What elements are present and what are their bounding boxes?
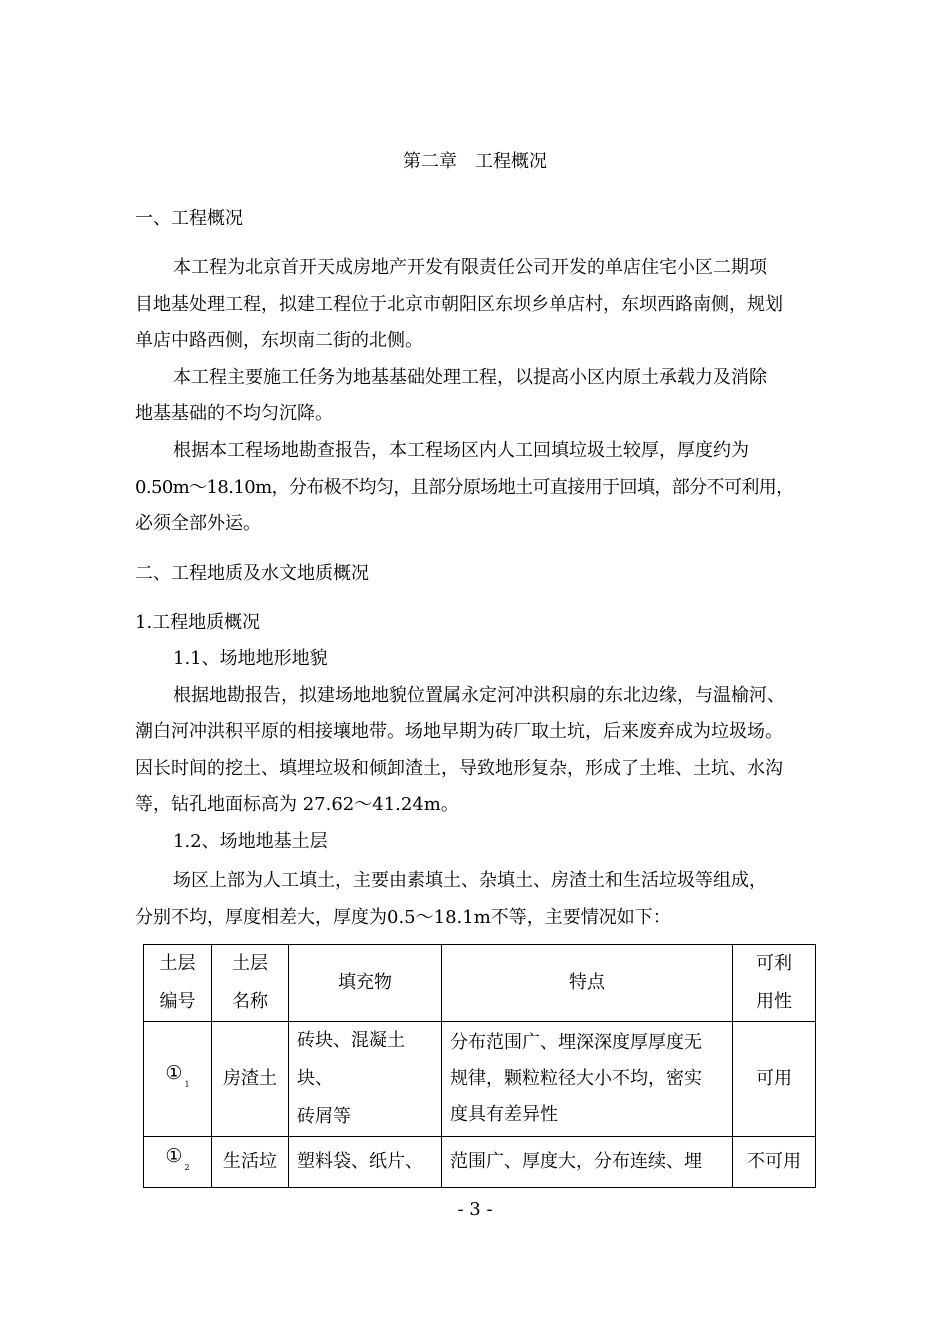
layer-name-cell: 房渣土 bbox=[212, 1022, 289, 1137]
paragraph-line: 分别不均，厚度相差大，厚度为0.5～18.1m不等，主要情况如下： bbox=[135, 907, 671, 928]
usability-cell: 可用 bbox=[733, 1022, 816, 1137]
header-text: 土层 bbox=[232, 953, 268, 974]
layer-id-subscript: 2 bbox=[184, 1163, 190, 1172]
layer-id-symbol: ① bbox=[165, 1062, 183, 1084]
paragraph-line: 0.50m～18.10m，分布极不均匀，且部分原场地土可直接用于回填，部分不可利用， bbox=[135, 477, 794, 498]
header-text: 编号 bbox=[159, 991, 196, 1012]
cell-line: 规律，颗粒粒径大小不均，密实 bbox=[450, 1068, 702, 1089]
table-row bbox=[144, 1137, 816, 1188]
paragraph-line: 潮白河冲洪积平原的相接壤地带。场地早期为砖厂取土坑，后来废弃成为垃圾场。 bbox=[135, 721, 783, 742]
feature-cell: 范围广、厚度大，分布连续、埋 bbox=[442, 1137, 733, 1188]
subsection-heading: 1.工程地质概况 bbox=[135, 612, 261, 633]
paragraph-line: 本工程为北京首开天成房地产开发有限责任公司开发的单店住宅小区二期项 bbox=[173, 257, 767, 278]
layer-name-cell: 生活垃 bbox=[212, 1137, 289, 1188]
chapter-title: 第二章 工程概况 bbox=[403, 151, 547, 172]
usability-cell: 不可用 bbox=[733, 1137, 816, 1188]
section-heading-2: 二、工程地质及水文地质概况 bbox=[135, 563, 369, 584]
feature-cell bbox=[442, 1022, 733, 1137]
subsection-heading: 1.1、场地地形地貌 bbox=[173, 648, 328, 669]
header-cell bbox=[733, 945, 816, 1022]
section-heading-1: 一、工程概况 bbox=[135, 208, 243, 229]
cell-line: 度具有差异性 bbox=[450, 1104, 558, 1125]
fill-cell: 塑料袋、纸片、 bbox=[289, 1137, 442, 1188]
paragraph-line: 等，钻孔地面标高为 27.62～41.24m。 bbox=[135, 794, 459, 815]
header-text: 土层 bbox=[159, 953, 196, 974]
paragraph-line: 地基基础的不均匀沉降。 bbox=[135, 403, 333, 424]
cell-line: 砖块、混凝土块、 bbox=[297, 1030, 405, 1089]
header-cell bbox=[212, 945, 289, 1022]
paragraph-line: 根据本工程场地勘查报告，本工程场区内人工回填垃圾土较厚，厚度约为 bbox=[173, 440, 749, 461]
layer-id-cell bbox=[144, 1137, 212, 1188]
paragraph-line: 单店中路西侧，东坝南二街的北侧。 bbox=[135, 330, 423, 351]
paragraph-line: 目地基处理工程，拟建工程位于北京市朝阳区东坝乡单店村，东坝西路南侧，规划 bbox=[135, 294, 783, 315]
paragraph-line: 场区上部为人工填土，主要由素填土、杂填土、房渣土和生活垃圾等组成， bbox=[173, 870, 767, 891]
cell-line: 砖屑等 bbox=[297, 1106, 351, 1127]
header-text: 用性 bbox=[756, 991, 792, 1012]
paragraph-line: 根据地勘报告，拟建场地地貌位置属永定河冲洪积扇的东北边缘，与温榆河、 bbox=[173, 685, 785, 706]
soil-layer-table bbox=[143, 944, 816, 1188]
page-number: - 3 - bbox=[457, 1199, 493, 1220]
header-text: 名称 bbox=[232, 991, 268, 1012]
subsection-heading: 1.2、场地地基土层 bbox=[173, 831, 328, 852]
layer-id-cell bbox=[144, 1022, 212, 1137]
layer-id-subscript: 1 bbox=[184, 1080, 190, 1089]
paragraph-line: 因长时间的挖土、填埋垃圾和倾卸渣土，导致地形复杂，形成了土堆、土坑、水沟 bbox=[135, 758, 783, 779]
header-cell: 特点 bbox=[442, 945, 733, 1022]
table-header-row bbox=[144, 945, 816, 1022]
paragraph-line: 本工程主要施工任务为地基基础处理工程，以提高小区内原土承载力及消除 bbox=[173, 367, 767, 388]
layer-id-symbol: ① bbox=[165, 1145, 183, 1167]
table-row bbox=[144, 1022, 816, 1137]
fill-cell bbox=[289, 1022, 442, 1137]
paragraph-line: 必须全部外运。 bbox=[135, 513, 261, 534]
header-cell bbox=[144, 945, 212, 1022]
header-cell: 填充物 bbox=[289, 945, 442, 1022]
header-text: 可利 bbox=[756, 953, 792, 974]
cell-line: 分布范围广、埋深深度厚厚度无 bbox=[450, 1032, 702, 1053]
